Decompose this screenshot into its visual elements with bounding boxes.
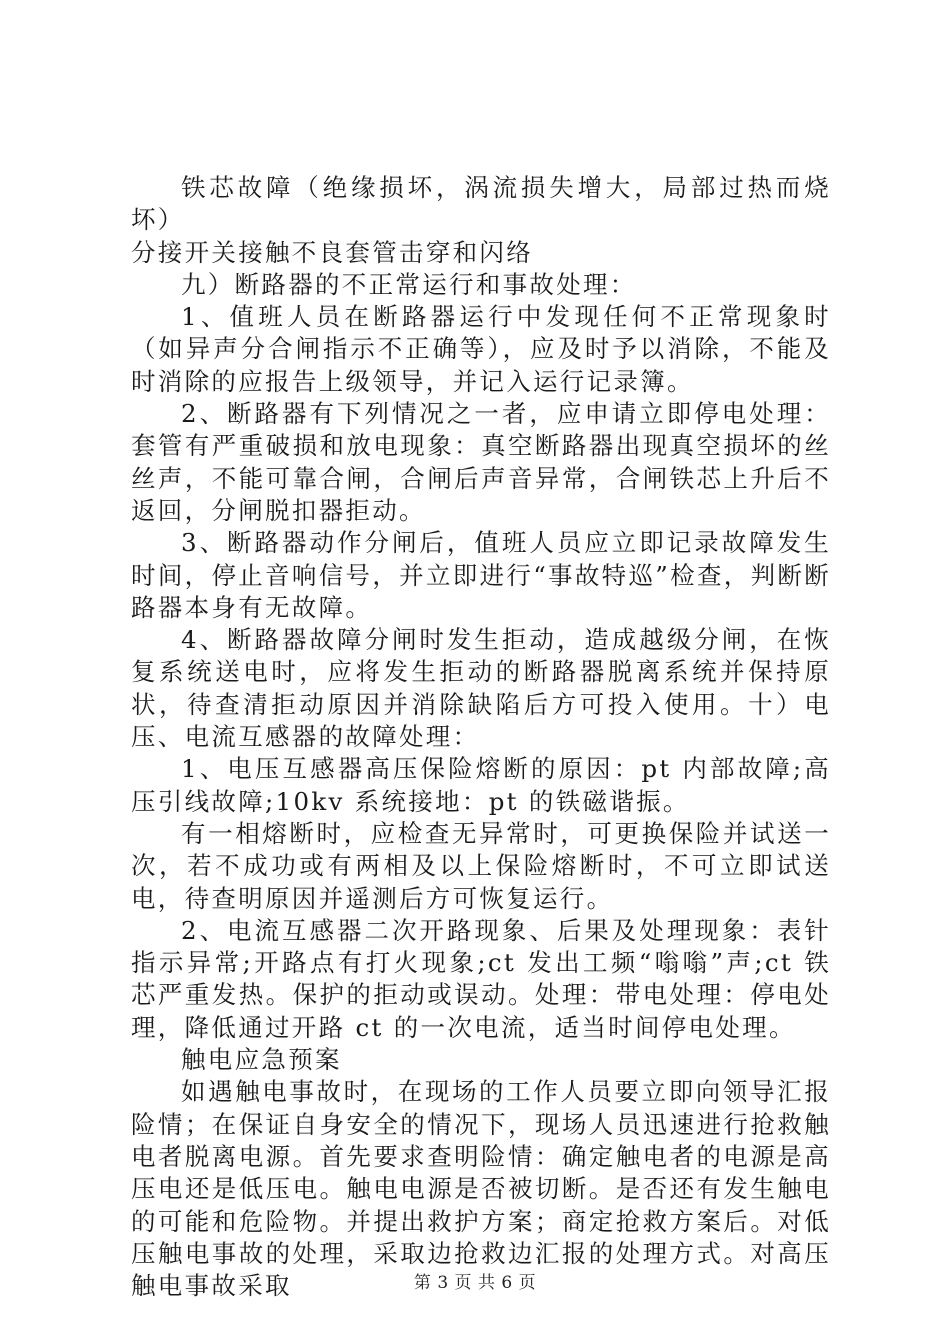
page-number-footer: 第 3 页 共 6 页 bbox=[413, 1273, 537, 1293]
paragraph: 2、断路器有下列情况之一者，应申请立即停电处理：套管有严重破损和放电现象：真空断路器出现真空损坏的丝丝声，不能可靠合闸，合闸后声音异常，合闸铁芯上升后不返回，分闸脱扣器拒动。 bbox=[131, 399, 831, 525]
paragraph: 有一相熔断时，应检查无异常时，可更换保险并试送一次，若不成功或有两相及以上保险熔断时，不可立即试送电，待查明原因并遥测后方可恢复运行。 bbox=[131, 818, 831, 913]
document-body bbox=[131, 172, 831, 1302]
paragraph: 2、电流互感器二次开路现象、后果及处理现象：表针指示异常;开路点有打火现象;ct 发出工频“嗡嗡”声;ct 铁芯严重发热。保护的拒动或误动。处理：带电处理：停电处理，降低通过开路 ct 的一次电流，适当时间停电处理。 bbox=[131, 915, 831, 1042]
paragraph: 如遇触电事故时，在现场的工作人员要立即向领导汇报险情；在保证自身安全的情况下，现场人员迅速进行抢救触电者脱离电源。首先要求查明险情：确定触电者的电源是高压电还是低压电。触电电源是否被切断。是否还有发生触电的可能和危险物。并提出救护方案；商定抢救方案后。对低压触电事故的处理，采取边抢救边汇报的处理方式。对高压触电事故采取 bbox=[131, 1077, 831, 1301]
section-heading: 九）断路器的不正常运行和事故处理： bbox=[181, 269, 637, 299]
paragraph: 铁芯故障（绝缘损坏，涡流损失增大，局部过热而烧坏） bbox=[131, 173, 831, 235]
paragraph: 1、电压互感器高压保险熔断的原因：pt 内部故障;高压引线故障;10kv 系统接地：pt 的铁磁谐振。 bbox=[131, 754, 831, 816]
paragraph: 1、值班人员在断路器运行中发现任何不正常现象时（如异声分合闸指示不正确等），应及时予以消除，不能及时消除的应报告上级领导，并记入运行记录簿。 bbox=[131, 302, 831, 396]
paragraph: 分接开关接触不良套管击穿和闪络 bbox=[131, 237, 533, 267]
paragraph: 4、断路器故障分闸时发生拒动，造成越级分闸，在恢复系统送电时，应将发生拒动的断路器脱离系统并保持原状，待查清拒动原因并消除缺陷后方可投入使用。十）电压、电流互感器的故障处理： bbox=[131, 625, 831, 752]
section-heading: 触电应急预案 bbox=[181, 1045, 342, 1075]
paragraph: 3、断路器动作分闸后，值班人员应立即记录故障发生时间，停止音响信号，并立即进行“事故特巡”检查，判断断路器本身有无故障。 bbox=[131, 528, 831, 622]
